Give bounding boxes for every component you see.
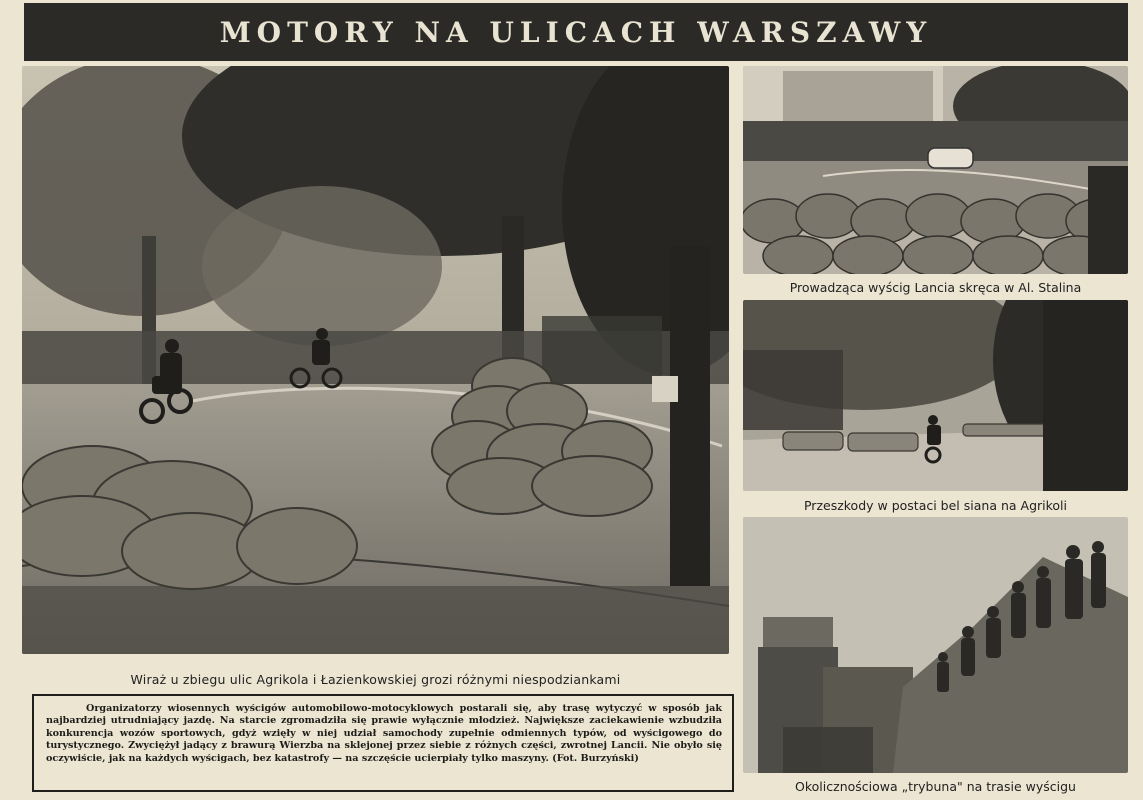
top-right-photo-caption: Prowadząca wyścig Lancia skręca w Al. Stalina: [789, 280, 1082, 295]
bottom-right-photo-caption: Okolicznościowa „trybuna" na trasie wyścigu: [795, 779, 1076, 794]
article-text: Organizatorzy wiosennych wyścigów automobilowo-motocyklowych postarali się, aby trasę wytyczyć w sposób jak najbardziej utrudniający jazdę. Na starcie zgromadziła się prawie wyłącznie młodzież. Największe zaciekawienie wzbudziła konkurencja wozów sportowych, gdyż wzięły w niej udział samochody zupełnie odmiennych typów, od wyścigowego do turystycznego. Zwyciężył jadący z brawurą Wierzba na sklejonej przez siebie z różnych części, zwrotnej Lancii. Nie obyło się oczywiście, jak na każdych wyścigach, bez katastrofy — na szczęście ucierpiały tylko maszyny. (Fot. Burzyński): [46, 703, 722, 764]
photo-lancia-turn: [743, 66, 1128, 274]
photo-hay-bales-agrikola: [743, 300, 1128, 491]
main-photo-caption: Wiraż u zbiegu ulic Agrikola i Łazienkowskiej grozi różnymi niespodziankami: [130, 672, 621, 687]
main-photo-motorcycle-curve: [22, 66, 729, 654]
middle-right-photo-caption: Przeszkody w postaci bel siana na Agrikoli: [803, 498, 1067, 513]
photo-improvised-grandstand: [743, 517, 1128, 773]
article-box: [32, 694, 734, 792]
masthead-banner: [24, 3, 1128, 61]
page-title: MOTORY NA ULICACH WARSZAWY: [219, 15, 933, 49]
